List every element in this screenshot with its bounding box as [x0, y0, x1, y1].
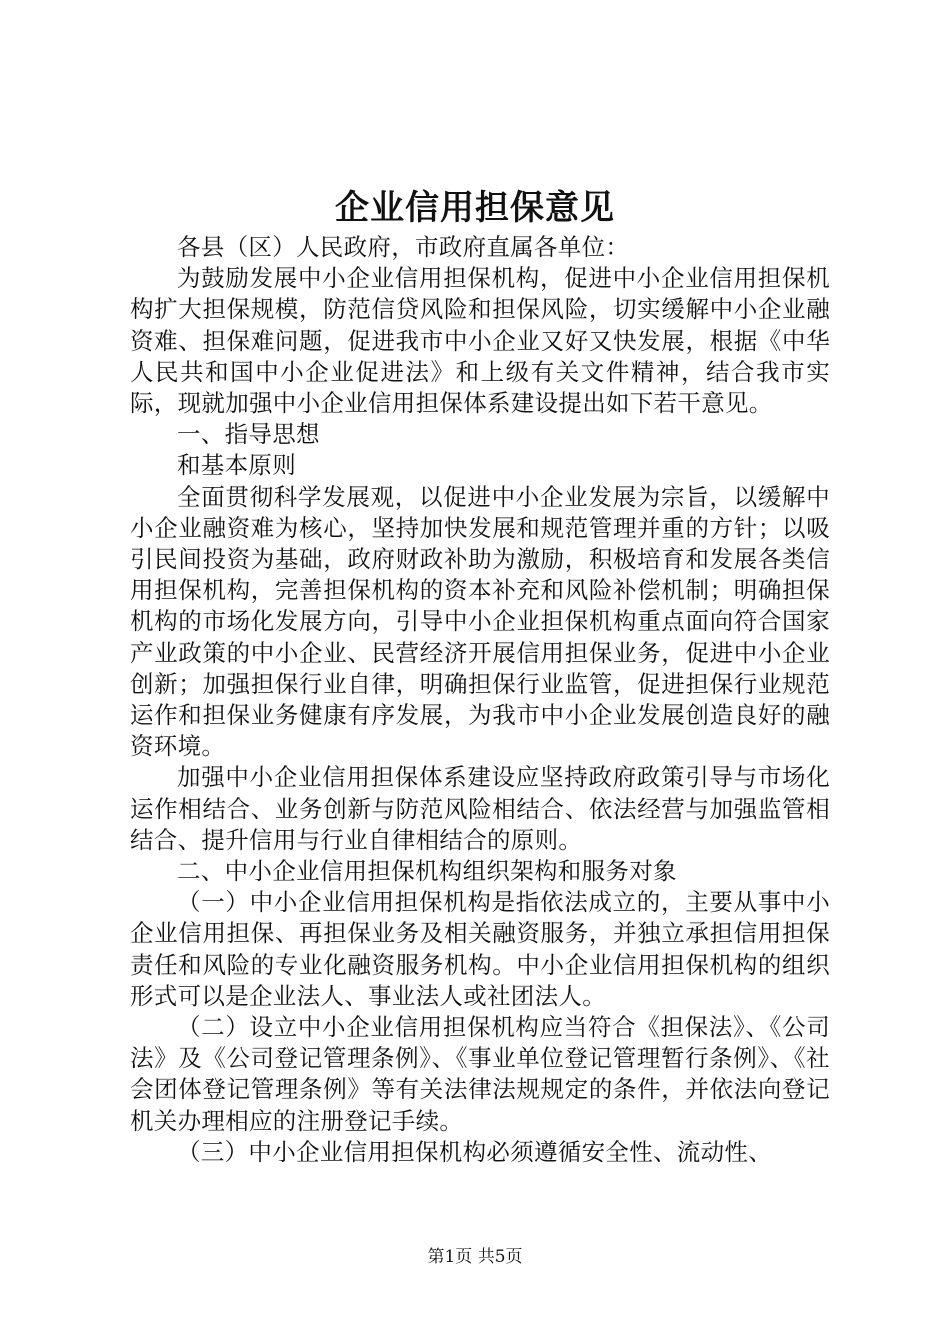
guiding-principles-paragraph: 全面贯彻科学发展观，以促进中小企业发展为宗旨，以缓解中小企业融资难为核心，坚持加快发展和规范管理并重的方针；以吸引民间投资为基础，政府财政补助为激励，积极培育和发展各类信用担保机构，完善担保机构的资本补充和风险补偿机制；明确担保机构的市场化发展方向，引导中小企业担保机构重点面向符合国家产业政策的中小企业、民营经济开展信用担保业务，促进中小企业创新；加强担保行业自律，明确担保行业监管，促进担保行业规范运作和担保业务健康有序发展，为我市中小企业发展创造良好的融资环境。	[130, 482, 830, 761]
document-title: 企业信用担保意见	[335, 188, 615, 228]
intro-paragraph: 为鼓励发展中小企业信用担保机构，促进中小企业信用担保机构扩大担保规模，防范信贷风险和担保风险，切实缓解中小企业融资难、担保难问题，促进我市中小企业又好又快发展，根据《中华人民共和国中小企业促进法》和上级有关文件精神，结合我市实际，现就加强中小企业信用担保体系建设提出如下若干意见。	[130, 264, 830, 418]
section-heading-1-continued: 和基本原则	[177, 451, 296, 480]
salutation-paragraph: 各县（区）人民政府，市政府直属各单位：	[177, 233, 630, 261]
section-heading-2: 二、中小企业信用担保机构组织架构和服务对象	[177, 857, 677, 886]
section-heading-1: 一、指导思想	[177, 420, 320, 449]
clause-1-paragraph: （一）中小企业信用担保机构是指依法成立的，主要从事中小企业信用担保、再担保业务及相关融资服务，并独立承担信用担保责任和风险的专业化融资服务机构。中小企业信用担保机构的组织形式可以是企业法人、事业法人或社团法人。	[130, 888, 830, 1010]
clause-2-paragraph: （二）设立中小企业信用担保机构应当符合《担保法》、《公司法》及《公司登记管理条例》、《事业单位登记管理暂行条例》、《社会团体登记管理条例》等有关法律法规规定的条件，并依法向登记机关办理相应的注册登记手续。	[130, 1013, 830, 1135]
page-footer: 第1页 共5页	[427, 1247, 523, 1267]
clause-3-paragraph: （三）中小企业信用担保机构必须遵循安全性、流动性、	[177, 1137, 772, 1166]
document-body	[130, 232, 830, 1168]
principles-summary-paragraph: 加强中小企业信用担保体系建设应坚持政府政策引导与市场化运作相结合、业务创新与防范风险相结合、依法经营与加强监管相结合、提升信用与行业自律相结合的原则。	[130, 763, 830, 854]
